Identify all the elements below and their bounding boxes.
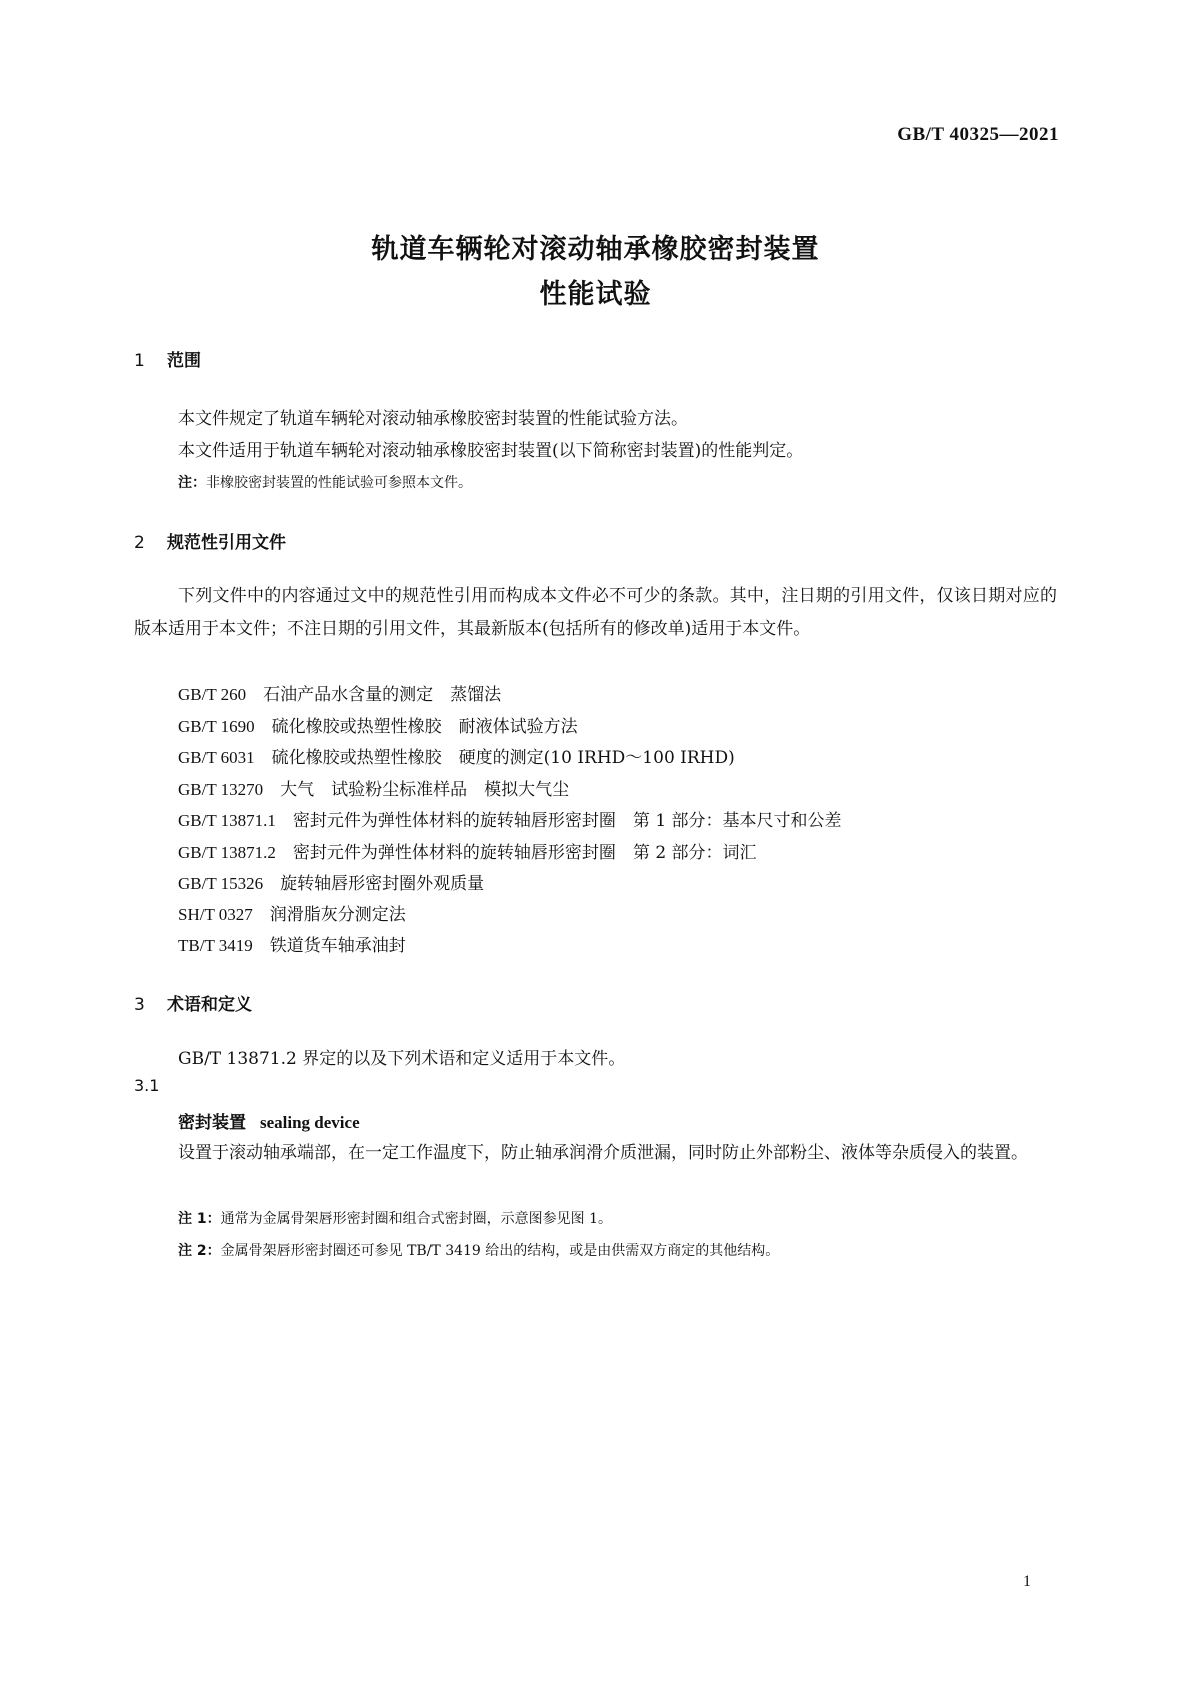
note-text: 非橡胶密封装置的性能试验可参照本文件。 [206,475,472,491]
note-text: 金属骨架唇形密封圈还可参见 TB/T 3419 给出的结构，或是由供需双方商定的其他结构。 [220,1243,780,1259]
term-definition: 设置于滚动轴承端部，在一定工作温度下，防止轴承润滑介质泄漏，同时防止外部粉尘、液体等杂质侵入的装置。 [178,1143,1028,1163]
note-text: 通常为金属骨架唇形密封圈和组合式密封圈，示意图参见图 1。 [220,1211,612,1227]
document-title-line1: 轨道车辆轮对滚动轴承橡胶密封装置 [371,234,820,265]
reference-code: GB/T 6031 [178,748,255,767]
note-label: 注 2： [178,1243,221,1259]
term-chinese: 密封装置 [178,1113,246,1133]
term-entry [178,1108,360,1133]
reference-title: 铁道货车轴承油封 [269,936,406,956]
reference-item [178,806,842,831]
section-title: 范围 [167,351,201,371]
note-label: 注 1： [178,1211,221,1227]
reference-item [178,743,735,768]
note-label: 注： [178,475,206,491]
term-note-1 [178,1208,612,1228]
reference-item [178,900,406,925]
reference-item [178,680,501,705]
reference-item [178,869,484,894]
term-english: sealing device [260,1113,360,1132]
section-1-heading [134,346,201,371]
terms-intro: GB/T 13871.2 界定的以及下列术语和定义适用于本文件。 [178,1049,626,1069]
reference-item [178,712,578,737]
standard-code: GB/T 40325—2021 [897,124,1059,145]
reference-title: 密封元件为弹性体材料的旋转轴唇形密封圈 第 1 部分：基本尺寸和公差 [292,811,842,831]
scope-note [178,472,472,492]
reference-code: SH/T 0327 [178,905,253,924]
section-title: 术语和定义 [167,995,252,1015]
reference-code: GB/T 13871.2 [178,843,276,862]
section-3-heading [134,990,252,1015]
reference-code: GB/T 13270 [178,780,264,799]
section-number: 3 [134,995,145,1015]
reference-title: 石油产品水含量的测定 蒸馏法 [263,685,502,705]
reference-code: GB/T 1690 [178,717,255,736]
clause-number: 3.1 [134,1076,160,1095]
section-2-heading [134,528,286,553]
reference-title: 硫化橡胶或热塑性橡胶 硬度的测定(10 IRHD～100 IRHD) [271,748,735,768]
document-title-line2: 性能试验 [539,279,652,310]
reference-item [178,775,569,800]
reference-title: 旋转轴唇形密封圈外观质量 [280,874,485,894]
reference-code: GB/T 15326 [178,874,264,893]
reference-code: GB/T 13871.1 [178,811,276,830]
section-title: 规范性引用文件 [167,533,286,553]
section-number: 1 [134,351,145,371]
term-note-2 [178,1240,779,1260]
reference-item [178,931,406,956]
section-number: 2 [134,533,145,553]
reference-item [178,838,757,863]
normative-references-intro: 下列文件中的内容通过文中的规范性引用而构成本文件必不可少的条款。其中，注日期的引用文件，仅该日期对应的版本适用于本文件；不注日期的引用文件，其最新版本(包括所有的修改单)适用于本文件。 [134,586,1057,639]
reference-title: 大气 试验粉尘标准样品 模拟大气尘 [280,780,570,800]
reference-title: 密封元件为弹性体材料的旋转轴唇形密封圈 第 2 部分：词汇 [292,843,757,863]
reference-code: GB/T 260 [178,685,247,704]
scope-paragraph-1: 本文件规定了轨道车辆轮对滚动轴承橡胶密封装置的性能试验方法。 [178,409,688,429]
page-number: 1 [1023,1573,1031,1590]
reference-code: TB/T 3419 [178,936,253,955]
reference-title: 润滑脂灰分测定法 [269,905,406,925]
scope-paragraph-2: 本文件适用于轨道车辆轮对滚动轴承橡胶密封装置(以下简称密封装置)的性能判定。 [178,441,804,461]
reference-title: 硫化橡胶或热塑性橡胶 耐液体试验方法 [271,717,578,737]
